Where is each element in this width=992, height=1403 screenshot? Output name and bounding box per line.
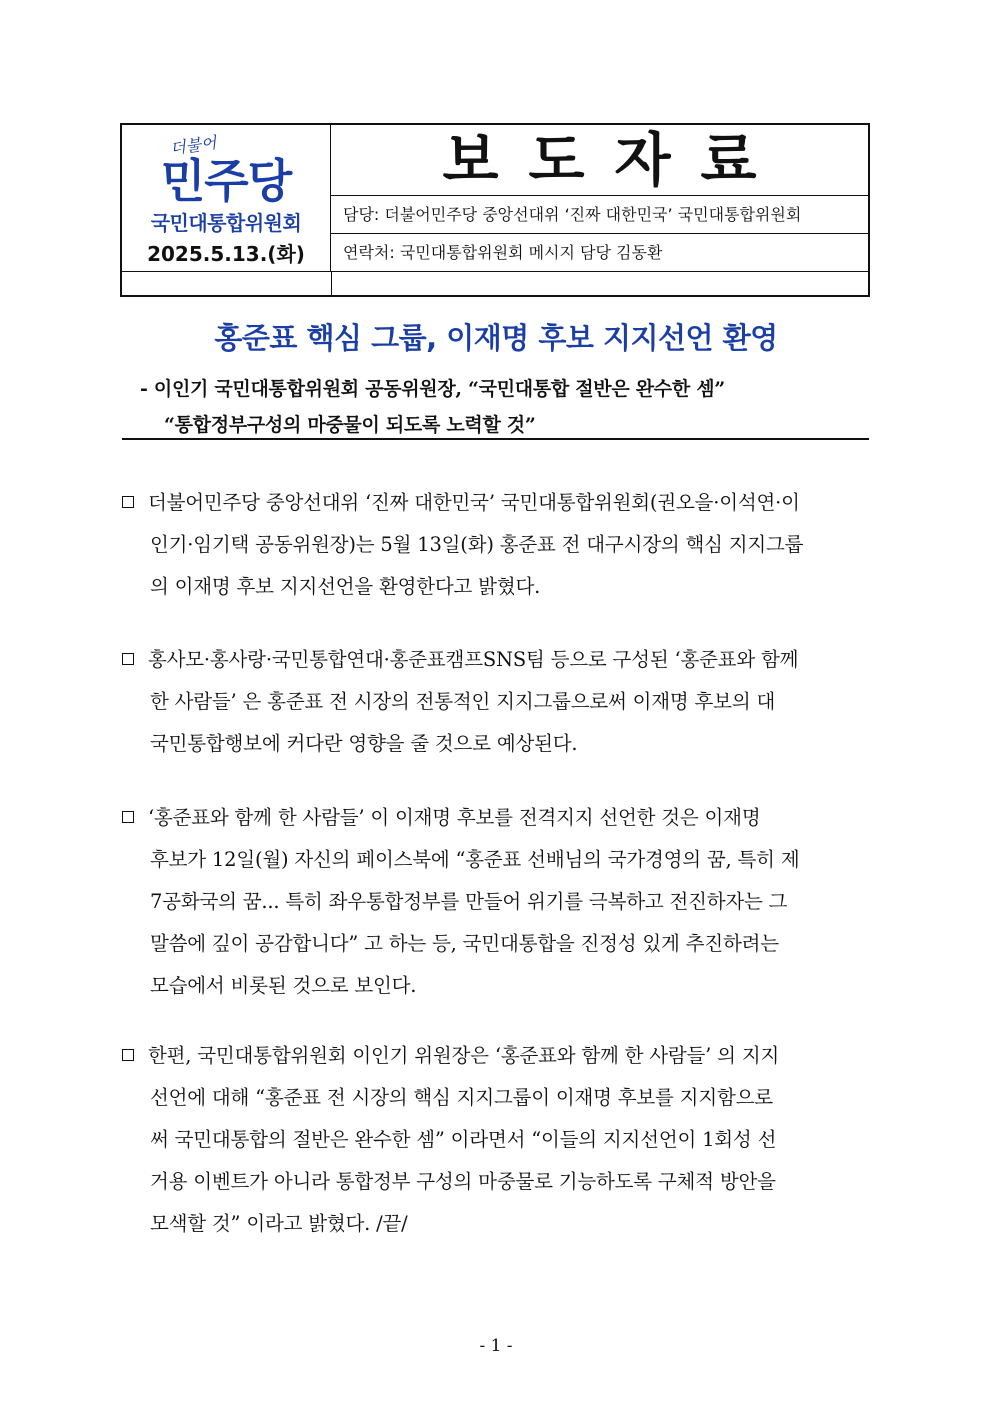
- paragraph-line: 한 사람들’ 은 홍준표 전 시장의 전통적인 지지그룹으로써 이재명 후보의 대: [150, 690, 776, 713]
- logo-party-name: 민주당: [160, 154, 292, 208]
- paragraph-line: 인기·임기택 공동위원장)는 5월 13일(화) 홍준표 전 대구시장의 핵심 지지그룹: [150, 533, 804, 556]
- paragraph-line: 모습에서 비롯된 것으로 보인다.: [150, 974, 417, 997]
- paragraph-line: 한편, 국민대통합위원회 이인기 위원장은 ‘홍준표와 함께 한 사람들’ 의 지지: [148, 1044, 780, 1067]
- checkbox-bullet-icon: [122, 496, 134, 508]
- table-cell-divider: [331, 271, 332, 295]
- paragraph-line: 써 국민대통합의 절반은 완수한 셈” 이라면서 “이들의 지지선언이 1회성 선: [150, 1128, 777, 1151]
- document-title: 보도자료: [442, 126, 787, 194]
- paragraph-line: 후보가 12일(월) 자신의 페이스북에 “홍준표 선배님의 국가경영의 꿈, 특히 제: [150, 848, 800, 871]
- paragraph-line: 거용 이벤트가 아니라 통합정부 구성의 마중물로 기능하도록 구체적 방안을: [150, 1170, 776, 1193]
- contact-manager: 담당: 더불어민주당 중앙선대위 ‘진짜 대한민국’ 국민대통합위원회: [331, 196, 868, 234]
- paragraph-line: 선언에 대해 “홍준표 전 시장의 핵심 지지그룹이 이재명 후보를 지지함으로: [150, 1086, 773, 1109]
- logo-committee-name: 국민대통합위원회: [150, 211, 302, 235]
- paragraph-line: 말씀에 깊이 공감합니다” 고 하는 등, 국민대통합을 진정성 있게 추진하려는: [150, 932, 779, 955]
- checkbox-bullet-icon: [122, 653, 134, 665]
- title-cell: [331, 125, 868, 196]
- contact-phone: 연락처: 국민대통합위원회 메시지 담당 김동환: [343, 243, 663, 262]
- paragraph-line: 의 이재명 후보 지지선언을 환영한다고 밝혔다.: [150, 575, 541, 598]
- paragraph-4: [122, 1035, 874, 1245]
- logo-cell: [122, 125, 331, 271]
- table-divider: [122, 271, 868, 273]
- headline: 홍준표 핵심 그룹, 이재명 후보 지지선언 환영: [214, 321, 778, 355]
- paragraph-line: 모색할 것” 이라고 밝혔다. /끝/: [150, 1212, 408, 1235]
- subheadline-line-1: - 이인기 국민대통합위원회 공동위원장, “국민대통합 절반은 완수한 셈”: [140, 378, 725, 400]
- paragraph-line: 국민통합행보에 커다란 영향을 줄 것으로 예상된다.: [150, 732, 578, 755]
- paragraph-line: ‘홍준표와 함께 한 사람들’ 이 이재명 후보를 전격지지 선언한 것은 이재명: [148, 806, 761, 829]
- paragraph-line: 7공화국의 꿈... 특히 좌우통합정부를 만들어 위기를 극복하고 전진하자는 그: [150, 890, 788, 913]
- paragraph-2: [122, 639, 874, 765]
- paragraph-line: 홍사모·홍사랑·국민통합연대·홍준표캠프SNS팀 등으로 구성된 ‘홍준표와 함께: [148, 648, 799, 671]
- subheadline-line-2: “통합정부구성의 마중물이 되도록 노력할 것”: [164, 414, 536, 436]
- subheadline-rule: [122, 438, 869, 440]
- release-date: 2025.5.13.(화): [147, 242, 305, 266]
- paragraph-line: 더불어민주당 중앙선대위 ‘진짜 대한민국’ 국민대통합위원회(권오을·이석연·이: [148, 491, 800, 514]
- logo-small-text: 더불어: [169, 132, 218, 159]
- paragraph-3: [122, 797, 874, 1007]
- paragraph-1: [122, 482, 874, 608]
- checkbox-bullet-icon: [122, 811, 134, 823]
- checkbox-bullet-icon: [122, 1049, 134, 1061]
- header-table: [120, 123, 870, 297]
- page-number: - 1 -: [479, 1336, 513, 1356]
